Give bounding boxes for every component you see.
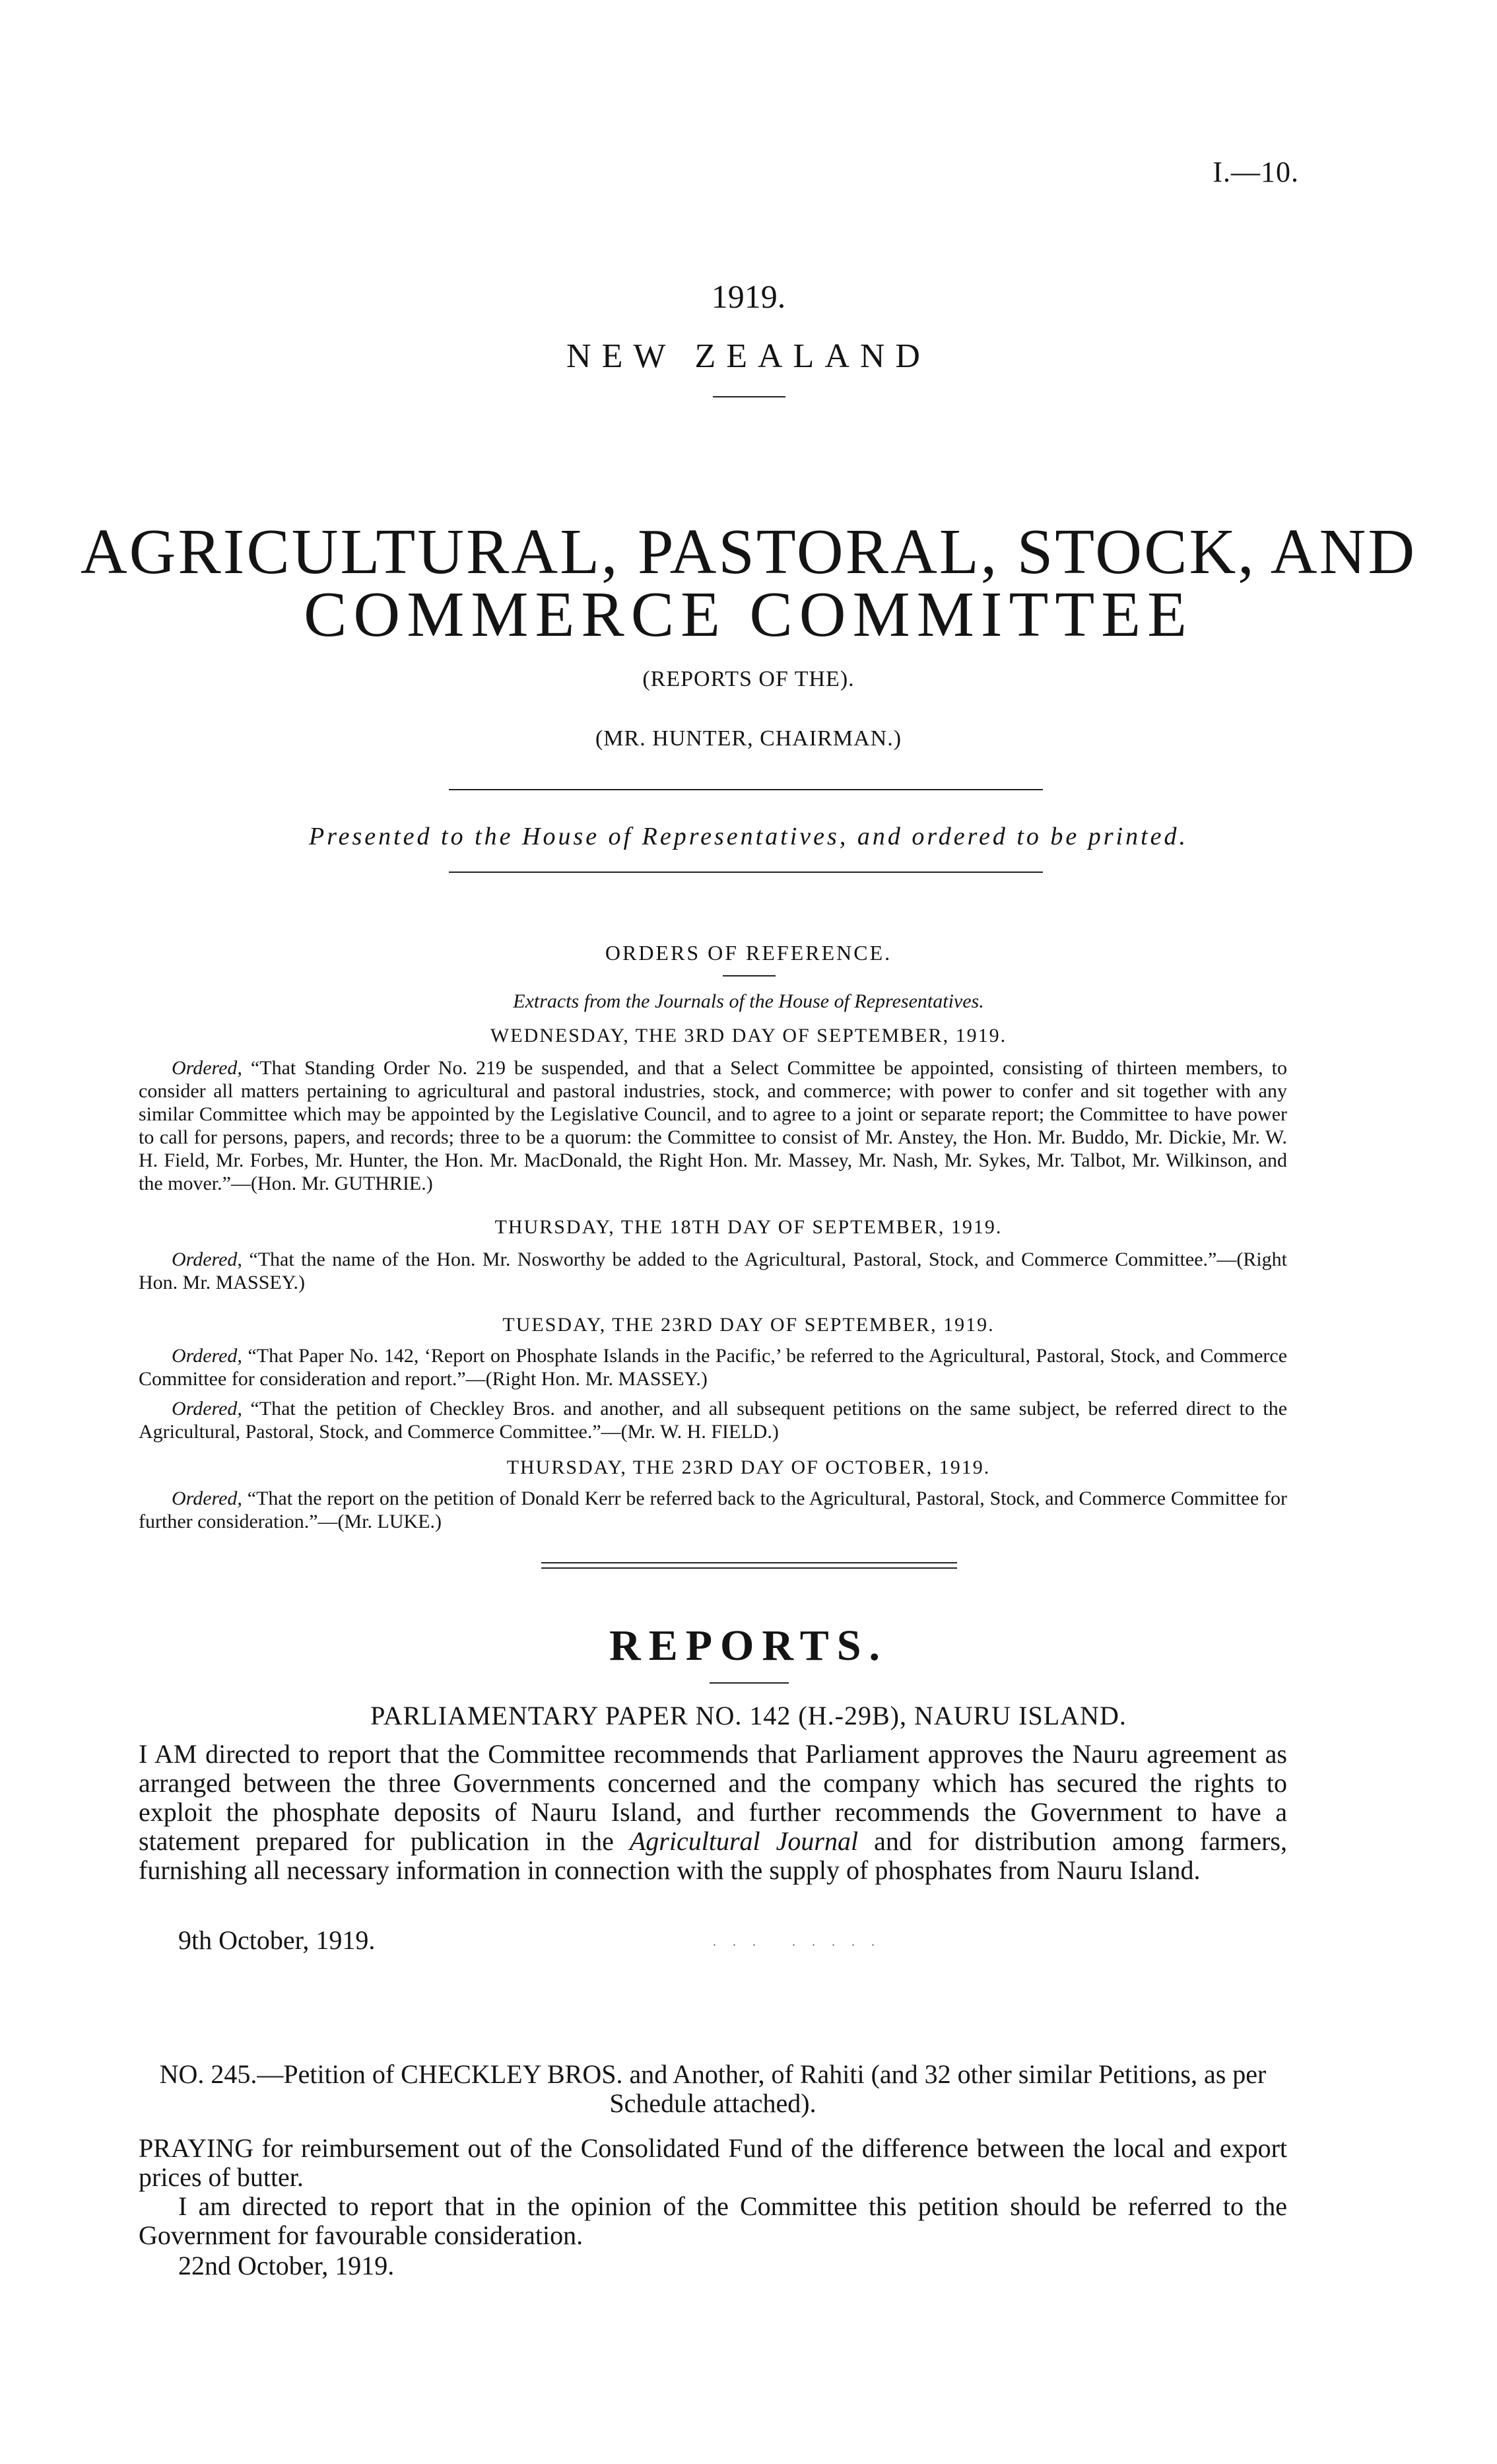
order-day-heading: THURSDAY, THE 18TH DAY OF SEPTEMBER, 1919. [494, 1216, 1003, 1238]
report1-paragraph [139, 1740, 1287, 1885]
order-paragraph [139, 1248, 1287, 1294]
ordered-label: Ordered, [172, 1057, 242, 1079]
reports-heading: REPORTS. [609, 1622, 888, 1670]
divider-orders [723, 975, 776, 976]
report2-paragraph: I am directed to report that in the opinion of the Committee this petition should be referred to the Government for favourable consideration. [139, 2191, 1287, 2250]
order-day-heading: THURSDAY, THE 23RD DAY OF OCTOBER, 1919. [506, 1456, 991, 1478]
double-rule-bottom [541, 1567, 957, 1569]
order-day-heading: TUESDAY, THE 23RD DAY OF SEPTEMBER, 1919. [502, 1314, 995, 1336]
report1-text-end: and for distribution among farmers, furnishing all necessary information in connection with the supply of phosphates from Nauru Island. [139, 1826, 1287, 1885]
divider-long-bottom [449, 872, 1043, 873]
page-reference: I.—10. [1213, 156, 1299, 188]
praying-text: for reimbursement out of the Consolidated Fund of the difference between the local and export prices of butter. [139, 2133, 1287, 2192]
double-rule-top [541, 1562, 957, 1563]
chairman-line: (MR. HUNTER, CHAIRMAN.) [595, 726, 902, 751]
report1-text: directed to report that the Committee recommends that Parliament approves the Nauru agreement as arranged between the three Governments concerned and the company which has secured the rights to exploit the phosphate deposits of Nauru Island, and further recommends the Government to have a statement prepared for publication in the [139, 1739, 1287, 1856]
order-text: “That Paper No. 142, ‘Report on Phosphate Islands in the Pacific,’ be referred to the Agricultural, Pastoral, Stock, and Commerce Committee for consideration and report.”—(Right Hon. Mr. MASSEY.) [139, 1345, 1288, 1390]
ordered-label: Ordered, [172, 1249, 242, 1270]
order-paragraph [139, 1344, 1287, 1390]
order-text: “That Standing Order No. 219 be suspended, and that a Select Committee be appointed, consisting of thirteen members, to consider all matters pertaining to agricultural and pastoral industries, stock, and commerce; with power to confer and sit together with any similar Committee which may be appointed by the Legislative Council, and to agree to a joint or separate report; the Committee to have power to call for persons, papers, and records; three to be a quorum: the Committee to consist of Mr. Anstey, the Hon. Mr. Buddo, Mr. Dickie, Mr. W. H. Field, Mr. Forbes, Mr. Hunter, the Hon. Mr. MacDonald, the Right Hon. Mr. Massey, Mr. Nash, Mr. Sykes, Mr. Talbot, Mr. Wilkinson, and the mover.”—(Hon. Mr. GUTHRIE.) [139, 1057, 1288, 1194]
report2-heading: NO. 245.—Petition of CHECKLEY BROS. and Another, of Rahiti (and 32 other similar Petitions, as per Schedule attached). [159, 2059, 1267, 2118]
document-year: 1919. [711, 278, 786, 315]
divider-long-top [449, 789, 1043, 790]
extracts-line: Extracts from the Journals of the House of Representatives. [513, 990, 984, 1012]
ordered-label: Ordered, [172, 1345, 242, 1367]
ordered-label: Ordered, [172, 1398, 242, 1420]
order-paragraph [139, 1397, 1287, 1443]
document-title-line2: COMMERCE COMMITTEE [304, 579, 1193, 650]
document-subtitle: (REPORTS OF THE). [642, 667, 855, 691]
document-title-line1: AGRICULTURAL, PASTORAL, STOCK, AND [80, 516, 1417, 588]
report1-heading: PARLIAMENTARY PAPER NO. 142 (H.-29B), NAURU ISLAND. [370, 1701, 1127, 1730]
country-heading: NEW ZEALAND [566, 337, 931, 375]
order-day-heading: WEDNESDAY, THE 3RD DAY OF SEPTEMBER, 1919. [490, 1025, 1007, 1046]
order-paragraph [139, 1487, 1287, 1533]
report1-date: 9th October, 1919. [178, 1925, 376, 1955]
ordered-label: Ordered, [172, 1488, 242, 1509]
order-text: “That the name of the Hon. Mr. Nosworthy be added to the Agricultural, Pastoral, Stock, and Commerce Committee.”—(Right Hon. Mr. MASSEY.) [139, 1249, 1287, 1293]
presented-line: Presented to the House of Representatives, and ordered to be printed. [308, 823, 1189, 850]
order-text: “That the report on the petition of Donald Kerr be referred back to the Agricultural, Pastoral, Stock, and Commerce Committee for further consideration.”—(Mr. LUKE.) [139, 1488, 1288, 1532]
separator-dots: . . . . . . . . [713, 1934, 881, 1949]
report1-lead: I AM [139, 1739, 197, 1769]
orders-of-reference-heading: ORDERS OF REFERENCE. [605, 941, 892, 965]
report2-praying [139, 2134, 1287, 2192]
order-text: “That the petition of Checkley Bros. and another, and all subsequent petitions on the same subject, be referred direct to the Agricultural, Pastoral, Stock, and Commerce Committee.”—(Mr. W. H. FIELD.) [139, 1398, 1288, 1443]
divider-reports [710, 1682, 789, 1684]
journal-title: Agricultural Journal [629, 1826, 859, 1856]
order-paragraph [139, 1056, 1287, 1195]
report2-date: 22nd October, 1919. [178, 2251, 395, 2280]
praying-lead: PRAYING [139, 2133, 254, 2163]
divider-short [713, 396, 785, 397]
